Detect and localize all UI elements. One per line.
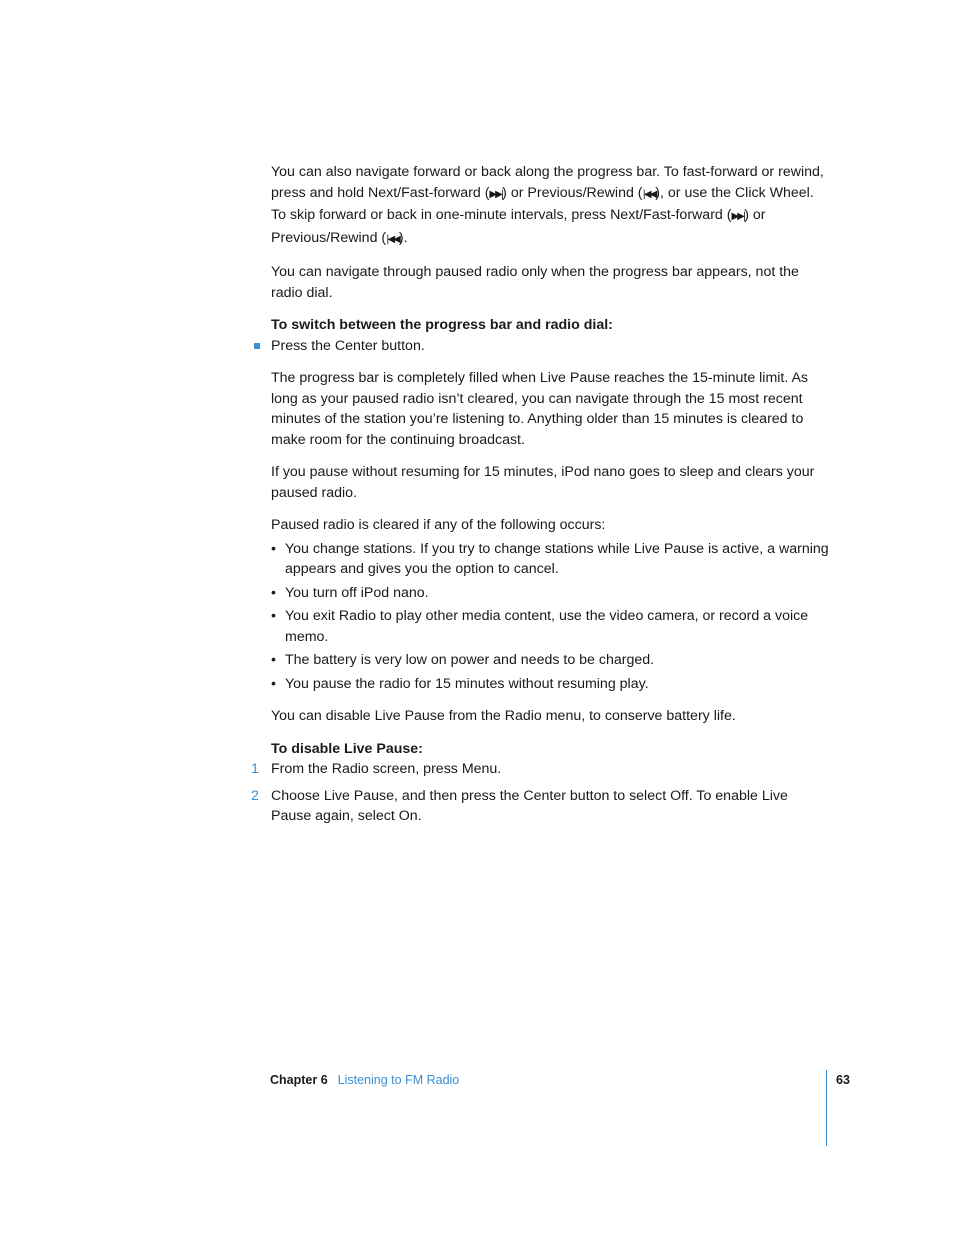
paragraph-cleared-intro: Paused radio is cleared if any of the following occurs: xyxy=(271,517,606,533)
bullet-dot: • xyxy=(271,608,276,624)
previous-rewind-icon: |◀◀ xyxy=(386,233,399,245)
disable-steps-list xyxy=(251,759,831,827)
cleared-conditions-list xyxy=(271,539,831,695)
square-bullet-icon xyxy=(254,343,260,349)
next-fast-forward-icon: ▶▶| xyxy=(731,211,745,222)
page-number: 63 xyxy=(836,1073,850,1087)
paragraph-sleep: If you pause without resuming for 15 minutes, iPod nano goes to sleep and clears your paused radio. xyxy=(271,464,815,501)
previous-rewind-icon: |◀◀ xyxy=(642,188,656,200)
bullet-dot: • xyxy=(271,675,276,692)
task-heading-switch: To switch between the progress bar and radio dial: xyxy=(271,317,613,333)
list-item: • The battery is very low on power and needs to be charged. xyxy=(271,650,831,671)
page-footer xyxy=(270,1072,459,1088)
page-content xyxy=(251,162,831,833)
paragraph-progress-bar-limit: The progress bar is completely filled when Live Pause reaches the 15-minute limit. As long as your paused radio isn’t cleared, you can navigate through the 15 most recent minutes of the station you’re listening to. Anything older than 15 minutes is cleared to make room for the continuing broadcast. xyxy=(271,370,809,448)
next-fast-forward-icon: ▶▶| xyxy=(489,188,503,200)
bullet-dot: • xyxy=(271,540,276,557)
step-number: 1 xyxy=(251,761,259,777)
task-heading-disable: To disable Live Pause: xyxy=(271,740,423,757)
list-item: • You change stations. If you try to change stations while Live Pause is active, a warning appears and gives you the option to cancel. xyxy=(271,540,829,577)
paragraph-disable-intro: You can disable Live Pause from the Radio menu, to conserve battery life. xyxy=(271,708,736,724)
paragraph-navigate-progress-bar: You can also navigate forward or back along the progress bar. To fast-forward or rewind, press and hold Next/Fast-forward (▶▶|) or Previous/Rewind (|◀◀), or use the Click Wheel. To skip forward or back in one-minute intervals, press Next/Fast-forward (▶▶|) or Previous/Rewind (|◀◀). xyxy=(271,164,824,246)
chapter-label: Chapter 6 xyxy=(270,1073,328,1087)
bullet-dot: • xyxy=(271,652,276,668)
list-item: • You pause the radio for 15 minutes without resuming play. xyxy=(271,674,831,695)
step-number: 2 xyxy=(251,787,259,804)
list-item: • You exit Radio to play other media content, use the video camera, or record a voice memo. xyxy=(271,608,809,645)
chapter-title-link[interactable]: Listening to FM Radio xyxy=(337,1073,460,1087)
list-item: • You turn off iPod nano. xyxy=(271,583,831,604)
bullet-dot: • xyxy=(271,584,276,601)
task-bullet-item: Press the Center button. xyxy=(271,336,831,357)
step-item: 1 From the Radio screen, press Menu. xyxy=(271,759,831,780)
paragraph-paused-radio-navigation: You can navigate through paused radio only when the progress bar appears, not the radio dial. xyxy=(271,264,799,301)
step-item: 2 Choose Live Pause, and then press the Center button to select Off. To enable Live Pause again, select On. xyxy=(251,787,788,824)
footer-divider xyxy=(826,1070,827,1146)
